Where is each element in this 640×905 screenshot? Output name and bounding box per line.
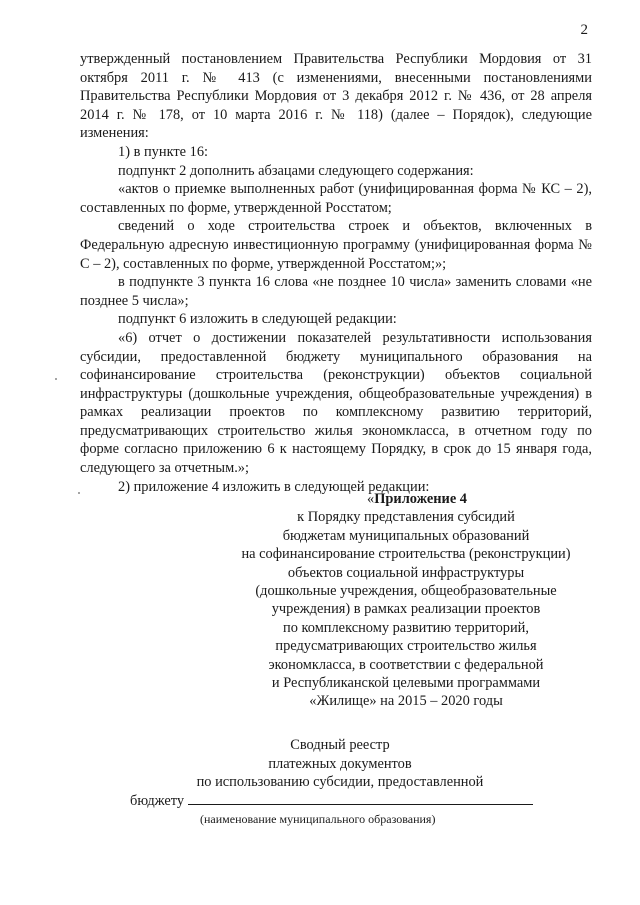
body-text	[80, 50, 592, 496]
appendix-line: учреждения) в рамках реализации проектов	[271, 601, 541, 618]
page-number: 2	[580, 22, 588, 38]
appendix-line: и Республиканской целевыми программами	[271, 675, 541, 692]
paragraph: подпункт 6 изложить в следующей редакции:	[118, 311, 397, 328]
appendix-line: экономкласса, в соответствии с федеральной	[268, 656, 544, 673]
paragraph: «актов о приемке выполненных работ (унифицированная форма № КС – 2), составленных по форме, утвержденной Росстатом;	[80, 181, 592, 216]
appendix-quote-mark: «	[367, 491, 375, 507]
appendix-title: Приложение 4	[374, 491, 467, 507]
appendix-line: бюджетам муниципальных образований	[282, 527, 530, 544]
paragraph: подпункт 2 дополнить абзацами следующего содержания:	[118, 162, 474, 179]
appendix-header	[200, 490, 612, 711]
registry-title-line: по использованию субсидии, предоставленной	[196, 774, 484, 791]
appendix-line: предусматривающих строительство жилья	[275, 638, 537, 655]
registry-title-line: Сводный реестр	[290, 737, 390, 753]
budget-line	[130, 791, 533, 811]
budget-label: бюджету	[130, 793, 185, 809]
scan-speck	[55, 378, 57, 380]
paragraph: сведений о ходе строительства строек и объектов, включенных в Федеральную адресную инвестиционную программу (унифицированная форма № С – 2), составленных по форме, утвержденной Росстатом;»;	[80, 218, 592, 272]
paragraph: «6) отчет о достижении показателей результативности использования субсидии, предоставленной бюджету муниципального образования на софинансирование строительства (реконструкции) объектов социальной инфраструктуры (дошкольные учреждения, общеобразовательные учреждения) в рамках реализации проектов по комплексному развитию территорий, предусматривающих строительство жилья экономкласса, в отчетном году по форме согласно приложению 6 к настоящему Порядку, в срок до 15 января года, следующего за отчетным.»;	[80, 329, 592, 477]
municipality-caption: (наименование муниципального образования)	[200, 812, 436, 826]
appendix-line: на софинансирование строительства (реконструкции)	[241, 546, 571, 563]
paragraph: в подпункте 3 пункта 16 слова «не позднее 10 числа» заменить словами «не позднее 5 числа»;	[80, 274, 592, 309]
paragraph: 1) в пункте 16:	[118, 143, 209, 160]
registry-title	[160, 736, 520, 792]
appendix-title-row	[200, 490, 612, 508]
scan-speck	[78, 492, 80, 494]
appendix-line: (дошкольные учреждения, общеобразовательные	[255, 583, 557, 600]
paragraph: 2) приложение 4 изложить в следующей редакции:	[118, 478, 430, 495]
paragraph: утвержденный постановлением Правительства Республики Мордовия от 31 октября 2011 г. № 413 (с изменениями, внесенными постановлениями Правительства Республики Мордовия от 3 декабря 2012 г. № 436, от 28 апреля 2014 г. № 178, от 10 марта 2016 г. № 118) (далее – Порядок), следующие изменения:	[80, 51, 592, 142]
appendix-line: по комплексному развитию территорий,	[283, 619, 529, 636]
municipality-blank-line	[188, 791, 533, 805]
appendix-line: объектов социальной инфраструктуры	[287, 564, 525, 581]
registry-title-line: платежных документов	[268, 755, 412, 772]
appendix-line: «Жилище» на 2015 – 2020 годы	[309, 693, 503, 710]
appendix-line: к Порядку представления субсидий	[297, 509, 515, 526]
